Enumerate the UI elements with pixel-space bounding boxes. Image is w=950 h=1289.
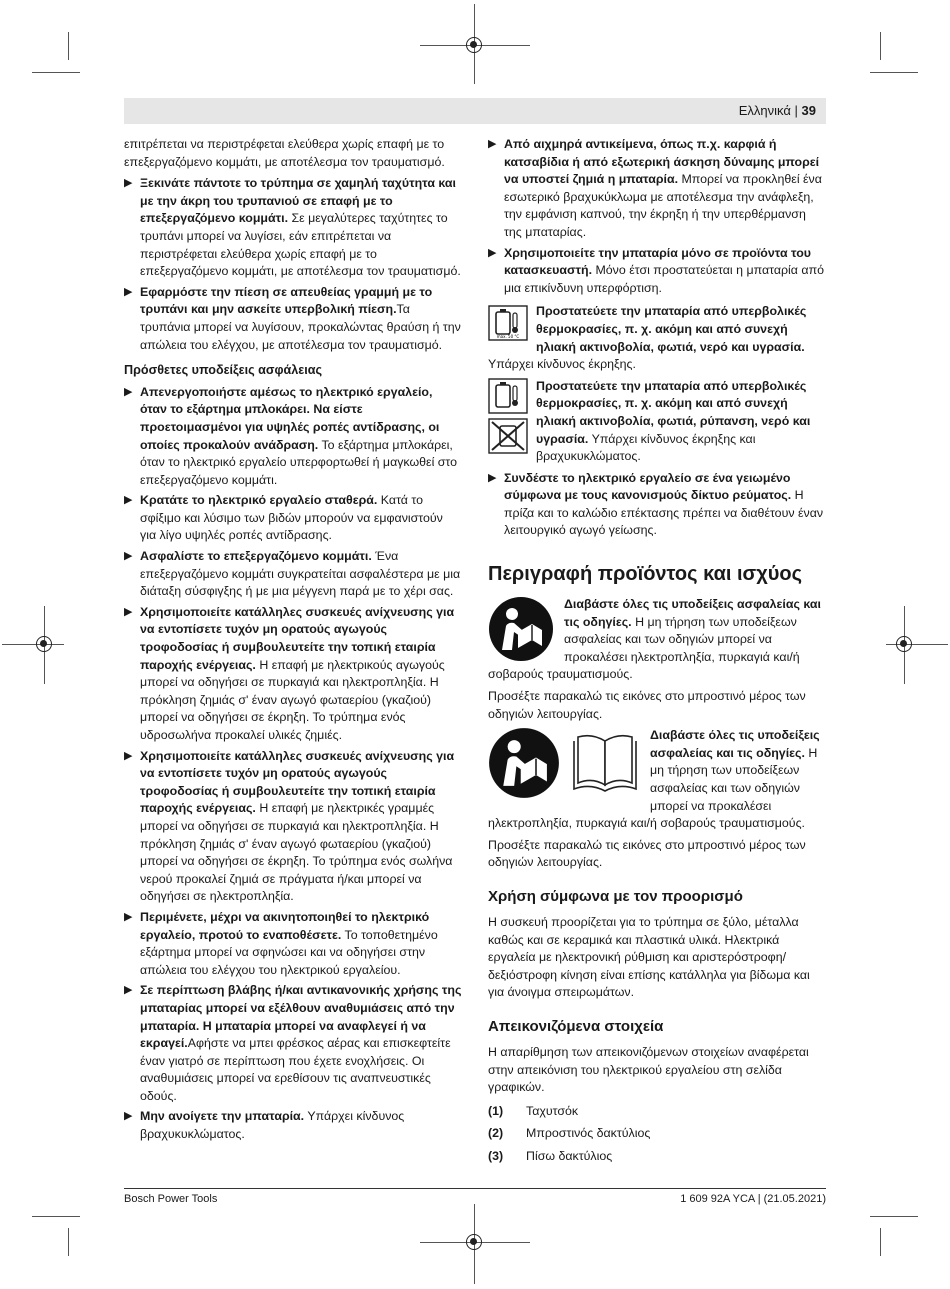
read-text: Η μη τήρηση των υποδείξεων ασφαλείας και των οδηγιών μπορεί να προκαλέσει ηλεκτροπληξία, πυρκαγιά και/ή σοβαρούς τραυματισμούς. — [488, 745, 818, 831]
safety-item — [124, 982, 462, 1105]
crop-mark — [870, 72, 918, 73]
bullet-arrow-icon: ▶ — [488, 246, 497, 259]
safety-item — [488, 470, 826, 540]
components-title: Απεικονιζόμενα στοιχεία — [488, 1017, 664, 1035]
footer-brand: Bosch Power Tools — [124, 1193, 218, 1205]
read-text: Η μη τήρηση των υποδείξεων ασφαλείας και των οδηγιών μπορεί να προκαλέσει ηλεκτροπληξία, πυρκαγιά και/ή σοβαρούς τραυματισμούς. — [488, 614, 800, 682]
bullet-arrow-icon: ▶ — [124, 984, 133, 997]
crop-mark — [880, 32, 881, 60]
right-column — [488, 136, 826, 1171]
item-text: Κατά το σφίξιμο και λύσιμο των βιδών μπορούν να εμφανιστούν για λίγο υψηλές ροπές αντίδρασης. — [140, 493, 443, 543]
item-bold: Από αιχμηρά αντικείμενα, όπως π.χ. καρφιά ή κατσαβίδια ή από εξωτερική άσκηση δύναμης μπορεί να υποστεί ζημιά η μπαταρία. — [504, 137, 820, 187]
battery-temperature-icon — [488, 378, 528, 414]
item-bold: Ασφαλίστε το επεξεργαζόμενο κομμάτι. — [140, 549, 372, 564]
item-bold: Χρησιμοποιείτε κατάλληλες συσκευές ανίχνευσης για να εντοπίσετε τυχόν μη ορατούς αγωγούς τροφοδοσίας ή συμβουλευτείτε την τοπική εταιρία παροχής ενέργειας. — [140, 604, 455, 672]
registration-mark — [466, 37, 482, 53]
item-text: Τα τρυπάνια μπορεί να λυγίσουν, προκαλώντας θραύση ή την απώλεια του ελέγχου, με αποτέλεσμα τον τραυματισμό. — [140, 302, 461, 352]
battery-warning-text — [536, 378, 826, 466]
read-icons — [488, 727, 642, 799]
intended-use-text: Η συσκευή προορίζεται για το τρύπημα σε ξύλο, μέταλλα καθώς και σε κεραμικά και πλαστικά υλικά. Ηλεκτρικά εργαλεία με ηλεκτρονική ρύθμιση και αριστερόστροφη/δεξιόστροφη κίνηση είναι επίσης κατάλληλα για βίδωμα και για άνοιγμα σπειρωμάτων. — [488, 914, 810, 1000]
crop-mark — [68, 32, 69, 60]
registration-mark — [466, 1234, 482, 1250]
list-item — [488, 1148, 826, 1166]
open-book-icon — [568, 727, 642, 799]
item-text: Η επαφή με ηλεκτρικές γραμμές μπορεί να οδηγήσει σε πυρκαγιά και ηλεκτροπληξία. Η πρόκληση ζημιάς σ' έναν αγωγό φωταερίου (γκαζιού) μπορεί να οδηγήσει σε έκρηξη. Το τρύπημα ενός σωλήνα νερού προκαλεί ζημιά σε πράγματα ή/και μπορεί να οδηγήσει σε ηλεκτροπληξία. — [140, 801, 453, 904]
list-item — [488, 1125, 826, 1143]
bullet-arrow-icon: ▶ — [124, 1110, 133, 1123]
bullet-arrow-icon: ▶ — [124, 285, 133, 298]
item-bold: Ξεκινάτε πάντοτε το τρύπημα σε χαμηλή ταχύτητα και με την άκρη του τρυπανιού σε επαφή με το επεξεργαζόμενο κομμάτι. — [140, 176, 456, 226]
item-text: Αφήστε να μπει φρέσκος αέρας και επισκεφτείτε έναν γιατρό σε περίπτωση που έχετε ενοχλήσεις. Οι αναθυμιάσεις μπορεί να ερεθίσουν τις αναπνευστικές οδούς. — [140, 1036, 451, 1103]
item-bold: Κρατάτε το ηλεκτρικό εργαλείο σταθερά. — [140, 493, 378, 508]
bullet-arrow-icon: ▶ — [124, 550, 133, 563]
battery-warning-block — [488, 378, 826, 466]
read-manual-icon — [488, 727, 560, 799]
item-text: Ένα επεξεργαζόμενο κομμάτι συγκρατείται ασφαλέστερα με μια διάταξη σύσφιγξης ή με μια μέγγενη παρά με το χέρι σας. — [140, 549, 461, 599]
read-instructions-block-2 — [488, 727, 826, 833]
safety-item — [124, 384, 462, 490]
crop-mark — [32, 72, 80, 73]
warning-bold: Προστατεύετε την μπαταρία από υπερβολικές θερμοκρασίες, π. χ. ακόμη και από συνεχή ηλιακή ακτινοβολία, φωτιά, νερό και υγρασία. — [536, 304, 807, 354]
safety-item — [124, 284, 462, 354]
safety-item — [488, 136, 826, 242]
warning-text: Υπάρχει κίνδυνος έκρηξης και βραχυκυκλώματος. — [536, 431, 756, 464]
registration-mark — [896, 636, 912, 652]
item-text: Μόνο έτσι προστατεύεται η μπαταρία από μια επικίνδυνη υπερφόρτιση. — [504, 263, 825, 295]
component-label: Ταχυτσόκ — [526, 1103, 579, 1118]
section-title: Περιγραφή προϊόντος και ισχύος — [488, 563, 802, 586]
safety-item — [488, 245, 826, 298]
battery-temperature-icon — [488, 305, 528, 341]
safety-item — [124, 604, 462, 745]
crop-mark — [68, 1228, 69, 1256]
bullet-arrow-icon: ▶ — [124, 385, 133, 398]
components-text: Η απαρίθμηση των απεικονιζόμενων στοιχείων αναφέρεται στην απεικόνιση του ηλεκτρικού εργαλείου στη σελίδα γραφικών. — [488, 1044, 809, 1095]
bullet-arrow-icon: ▶ — [124, 494, 133, 507]
item-text: Μπορεί να προκληθεί ένα εσωτερικό βραχυκύκλωμα με αποτέλεσμα την ανάφλεξη, την εμφάνιση καπνού, την έκρηξη ή την υπερθέρμανση της μπαταρίας. — [504, 172, 822, 239]
bullet-arrow-icon: ▶ — [124, 749, 133, 762]
item-bold: Εφαρμόστε την πίεση σε απευθείας γραμμή με το τρυπάνι και μην ασκείτε υπερβολική πίεση. — [140, 284, 433, 317]
battery-prohibited-icon — [488, 418, 528, 454]
components-list — [488, 1103, 826, 1166]
page-header — [124, 98, 826, 124]
header-text — [739, 103, 816, 118]
crop-mark — [870, 1216, 918, 1217]
bullet-arrow-icon: ▶ — [488, 471, 497, 484]
battery-temperature-warning — [488, 303, 826, 373]
component-number: (3) — [488, 1148, 504, 1163]
bullet-arrow-icon: ▶ — [124, 910, 133, 923]
bullet-arrow-icon: ▶ — [488, 138, 497, 150]
item-bold: Απενεργοποιήστε αμέσως το ηλεκτρικό εργαλείο, όταν το εξάρτημα μπλοκάρει. Να είστε προετοιμασμένοι για υψηλές ροπές αντίδρασης, οι οποίες προκαλούν ανάδραση. — [140, 384, 440, 452]
page-number: 39 — [801, 103, 816, 118]
component-number: (2) — [488, 1126, 504, 1141]
item-text: Το εξάρτημα μπλοκάρει, όταν το ηλεκτρικό εργαλείο υπερφορτωθεί ή μαγκωθεί στο επεξεργαζόμενο κομμάτι. — [140, 437, 458, 487]
item-text: Η επαφή με ηλεκτρικούς αγωγούς μπορεί να οδηγήσει σε πυρκαγιά και ηλεκτροπληξία. Η πρόκληση ζημιάς σ' έναν αγωγό φωταερίου (γκαζιού) μπορεί να οδηγήσει σε έκρηξη. Το τρύπημα ενός υδροσωλήνα προκαλεί υλικές ζημιές. — [140, 657, 445, 742]
item-text: Η πρίζα και το καλώδιο επέκτασης πρέπει να διαθέτουν έναν λειτουργικό αγωγό γείωσης. — [504, 488, 824, 538]
note-paragraph: Προσέξτε παρακαλώ τις εικόνες στο μπροστινό μέρος των οδηγιών λειτουργίας. — [488, 837, 806, 870]
warning-bold: Προστατεύετε την μπαταρία από υπερβολικές θερμοκρασίες, π. χ. ακόμη και από συνεχή ηλιακή ακτινοβολία, φωτιά, ρύπανση, νερό και υγρασία. — [536, 378, 811, 446]
item-bold: Μην ανοίγετε την μπαταρία. — [140, 1109, 305, 1124]
bullet-arrow-icon: ▶ — [124, 605, 133, 618]
read-bold: Διαβάστε όλες τις υποδείξεις ασφαλείας και τις οδηγίες. — [650, 728, 820, 760]
footer-doc-id: 1 609 92A YCA | (21.05.2021) — [680, 1193, 826, 1205]
item-text: Το τοποθετημένο εξάρτημα μπορεί να σφηνώσει και να οδηγήσει στην απώλεια του ελέγχου του ηλεκτρικού εργαλείου. — [140, 927, 438, 977]
item-bold: Χρησιμοποιείτε την μπαταρία μόνο σε προϊόντα του κατασκευαστή. — [504, 245, 811, 278]
intro-paragraph: επιτρέπεται να περιστρέφεται ελεύθερα χωρίς επαφή με το επεξεργαζόμενο κομμάτι, με αποτέλεσμα τον τραυματισμό. — [124, 137, 445, 169]
safety-item — [124, 175, 462, 281]
header-language: Ελληνικά — [738, 103, 791, 118]
safety-item — [124, 492, 462, 545]
safety-item — [124, 548, 462, 601]
component-label: Πίσω δακτύλιος — [526, 1148, 613, 1163]
header-separator: | — [790, 103, 802, 118]
item-bold: Χρησιμοποιείτε κατάλληλες συσκευές ανίχνευσης για να εντοπίσετε τυχόν μη ορατούς αγωγούς τροφοδοσίας ή συμβουλευτείτε την τοπική εταιρία παροχής ενέργειας. — [140, 748, 455, 816]
crop-mark — [32, 1216, 80, 1217]
intended-use-title: Χρήση σύμφωνα με τον προορισμό — [488, 887, 743, 905]
list-item — [488, 1103, 826, 1121]
page-footer — [124, 1188, 826, 1205]
bullet-arrow-icon: ▶ — [124, 177, 133, 190]
item-text: Σε μεγαλύτερες ταχύτητες το τρυπάνι μπορεί να λυγίσει, εάν επιτρέπεται να περιστρέφεται ελεύθερα χωρίς επαφή με το επεξεργαζόμενο κομμάτι, με αποτέλεσμα τον τραυματισμό. — [140, 211, 461, 279]
battery-icons — [488, 378, 528, 466]
read-instructions-block — [488, 596, 826, 684]
temperature-label: max. 50 °C — [496, 334, 520, 340]
warning-text: Υπάρχει κίνδυνος έκρηξης. — [488, 357, 636, 372]
read-bold: Διαβάστε όλες τις υποδείξεις ασφαλείας και τις οδηγίες. — [564, 597, 821, 629]
safety-item — [124, 909, 462, 979]
registration-mark — [36, 636, 52, 652]
item-bold: Σε περίπτωση βλάβης ή/και αντικανονικής χρήσης της μπαταρίας μπορεί να εξέλθουν αναθυμιάσεις από την μπαταρία. Η μπαταρία μπορεί να αναφλεγεί ή να εκραγεί. — [140, 983, 462, 1051]
item-text: Υπάρχει κίνδυνος βραχυκυκλώματος. — [140, 1109, 405, 1142]
safety-item — [124, 748, 462, 906]
item-bold: Συνδέστε το ηλεκτρικό εργαλείο σε ένα γειωμένο σύμφωνα με τους κανονισμούς δίκτυο ρεύματος. — [504, 470, 792, 503]
safety-item — [124, 1108, 462, 1143]
crop-mark — [880, 1228, 881, 1256]
left-column — [124, 136, 462, 1147]
component-number: (1) — [488, 1103, 504, 1118]
component-label: Μπροστινός δακτύλιος — [526, 1126, 651, 1141]
read-manual-icon — [488, 596, 554, 662]
item-bold: Περιμένετε, μέχρι να ακινητοποιηθεί το ηλεκτρικό εργαλείο, προτού το εναποθέσετε. — [140, 909, 430, 942]
subheading: Πρόσθετες υποδείξεις ασφάλειας — [124, 363, 323, 378]
note-paragraph: Προσέξτε παρακαλώ τις εικόνες στο μπροστινό μέρος των οδηγιών λειτουργίας. — [488, 689, 806, 721]
crop-mark — [2, 644, 64, 645]
